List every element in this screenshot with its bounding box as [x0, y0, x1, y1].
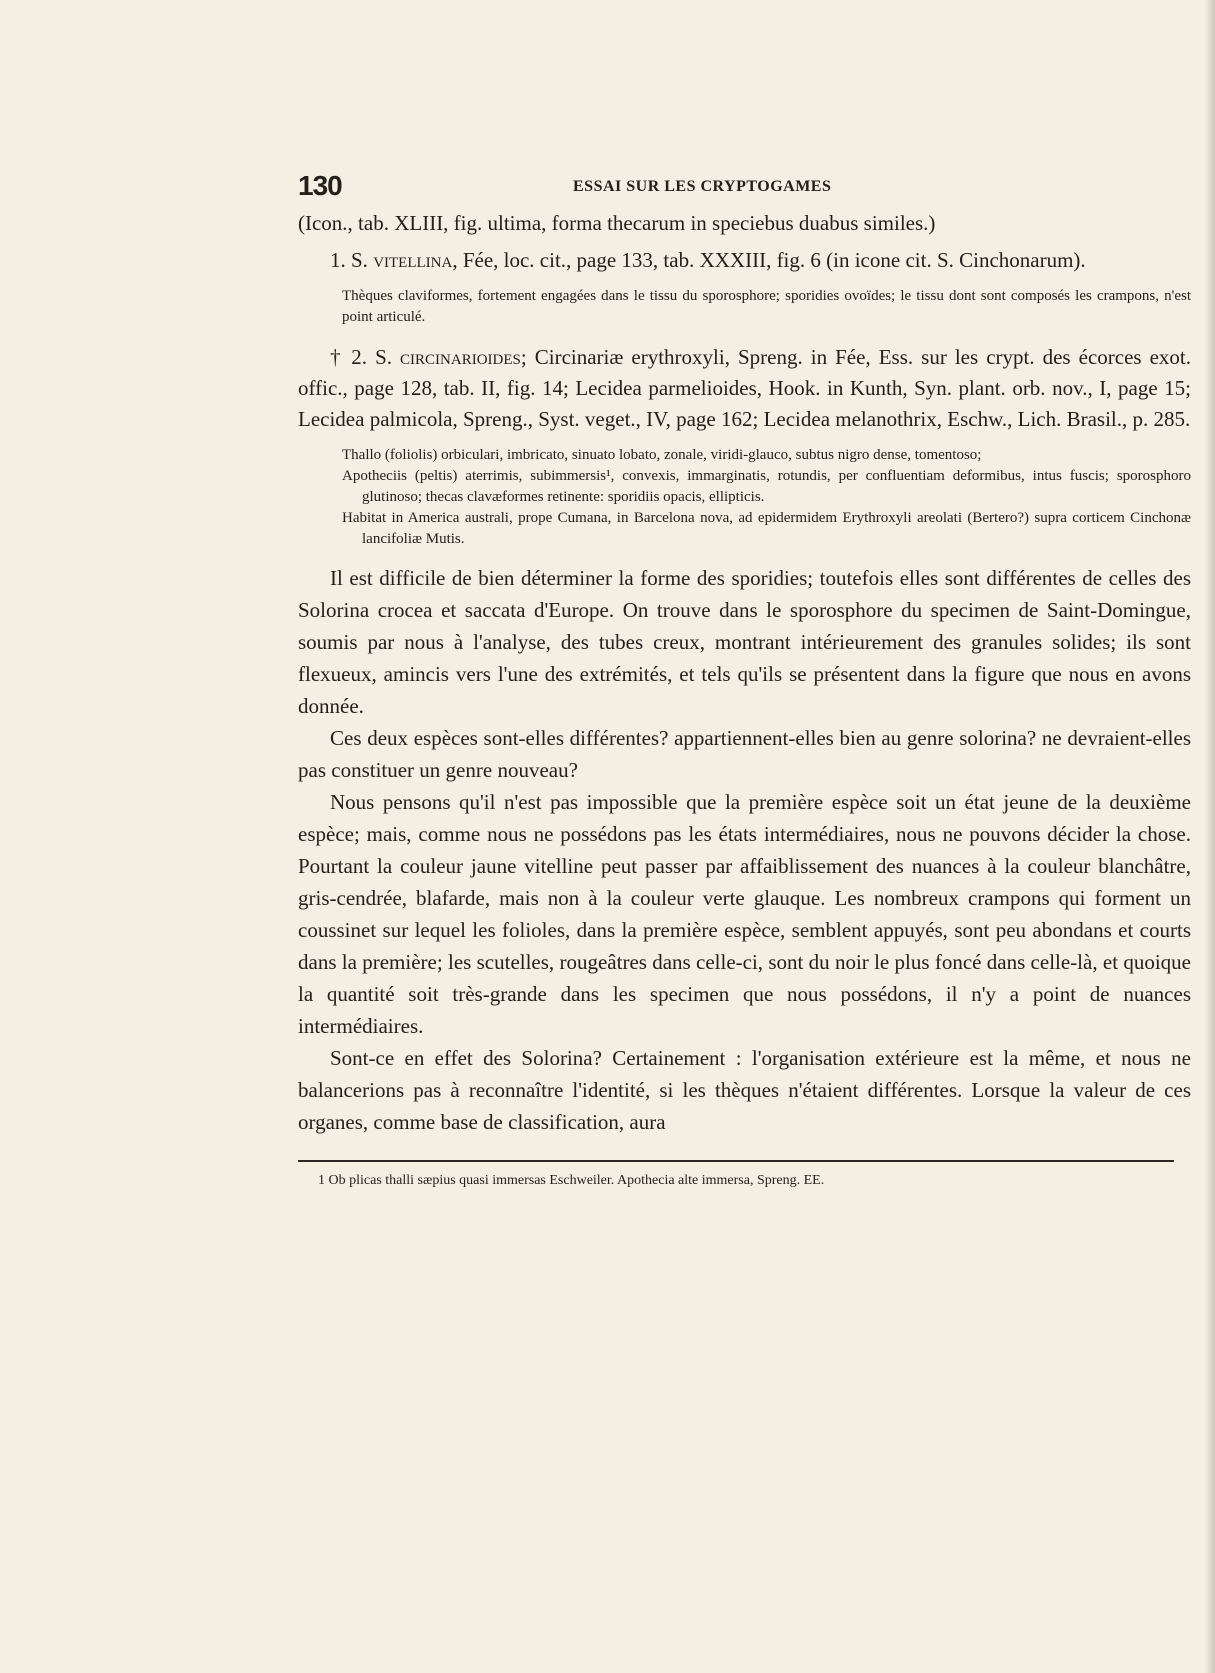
species-1-description: Thèques claviformes, fortement engagées dans le tissu du sporosphore; sporidies ovoïdes; le tissu dont sont composés les crampons, n'est point articulé.	[342, 288, 1191, 325]
icon-reference: (Icon., tab. XLIII, fig. ultima, forma thecarum in speciebus duabus similes.)	[298, 211, 936, 235]
footnote-rule	[298, 1160, 1174, 1162]
body-paragraph: Sont-ce en effet des Solorina? Certainement : l'organisation extérieure est la même, et nous ne balancerions pas à reconnaître l'identité, si les thèques n'étaient différentes. Lorsque la valeur de ces organes, comme base de classification, aura	[298, 1046, 1191, 1134]
species-number: 1. S.	[330, 248, 368, 272]
species-synonymy: Circinariæ erythroxyli, Spreng. in Fée, Ess. sur les crypt. des écorces exot. offic., page 128, tab. II, fig. 14; Lecidea parmelioides, Hook. in Kunth, Syn. plant. orb. nov., I, page 15; Lecidea palmicola, Spreng., Syst. veget., IV, page 162; Lecidea melanothrix, Eschw., Lich. Brasil., p. 285.	[298, 345, 1192, 431]
latin-diagnosis-thallus: Thallo (foliolis) orbiculari, imbricato, sinuato lobato, zonale, viridi-glauco, subtus nigro dense, tomentoso;	[342, 447, 982, 463]
species-entry-2	[298, 342, 1191, 435]
species-name: vitellina,	[373, 248, 458, 272]
page-edge-shadow	[1205, 0, 1215, 1673]
body-paragraph: Ces deux espèces sont-elles différentes? appartiennent-elles bien au genre solorina? ne devraient-elles pas constituer un genre nouveau?	[298, 726, 1191, 782]
body-paragraph: Il est difficile de bien déterminer la forme des sporidies; toutefois elles sont différentes de celles des Solorina crocea et saccata d'Europe. On trouve dans le sporosphore du specimen de Saint-Domingue, soumis par nous à l'analyse, des tubes creux, montrant intérieurement des granules solides; ils sont flexueux, amincis vers l'une des extrémités, et tels qu'ils se présentent dans la figure que nous en avons donnée.	[298, 566, 1191, 718]
species-number: † 2. S.	[330, 345, 392, 369]
species-entry-1	[298, 245, 1191, 276]
body-paragraph: Nous pensons qu'il n'est pas impossible que la première espèce soit un état jeune de la deuxième espèce; mais, comme nous ne possédons pas les états intermédiaires, nous ne pouvons décider la chose. Pourtant la couleur jaune vitelline peut passer par affaiblissement des nuances à la couleur blanchâtre, gris-cendrée, blafarde, mais non à la couleur verte glauque. Les nombreux crampons qui forment un coussinet sur lequel les folioles, dans la première espèce, semblent appuyés, sont peu abondans et courts dans la première; les scutelles, rougeâtres dans celle-ci, sont du noir le plus foncé dans celle-là, et quoique la quantité soit très-grande dans les specimen que nous possédons, il n'y a point de nuances intermédiaires.	[298, 790, 1191, 1038]
footnote: 1 Ob plicas thalli sæpius quasi immersas Eschweiler. Apothecia alte immersa, Spreng. EE.	[318, 1173, 825, 1188]
species-synonymy: Fée, loc. cit., page 133, tab. XXXIII, fig. 6 (in icone cit. S. Cinchonarum).	[462, 248, 1086, 272]
species-name: circinarioides;	[400, 345, 527, 369]
body-text	[298, 562, 1191, 1138]
page-text-block	[298, 168, 1191, 1191]
page-number: 130	[298, 170, 342, 201]
page-header	[298, 168, 1191, 208]
latin-diagnosis	[298, 445, 1191, 550]
latin-diagnosis-habitat: Habitat in America australi, prope Cumana, in Barcelona nova, ad epidermidem Erythroxyli areolati (Bertero?) supra corticem Cinchonæ lancifoliæ Mutis.	[342, 510, 1191, 547]
latin-diagnosis-apothecia: Apotheciis (peltis) aterrimis, subimmersis¹, convexis, immarginatis, rotundis, per confluentiam deformibus, intus fuscis; sporosphoro glutinoso; thecas clavæformes retinente: sporidiis opacis, ellipticis.	[342, 468, 1191, 505]
running-head: ESSAI SUR LES CRYPTOGAMES	[573, 178, 832, 195]
